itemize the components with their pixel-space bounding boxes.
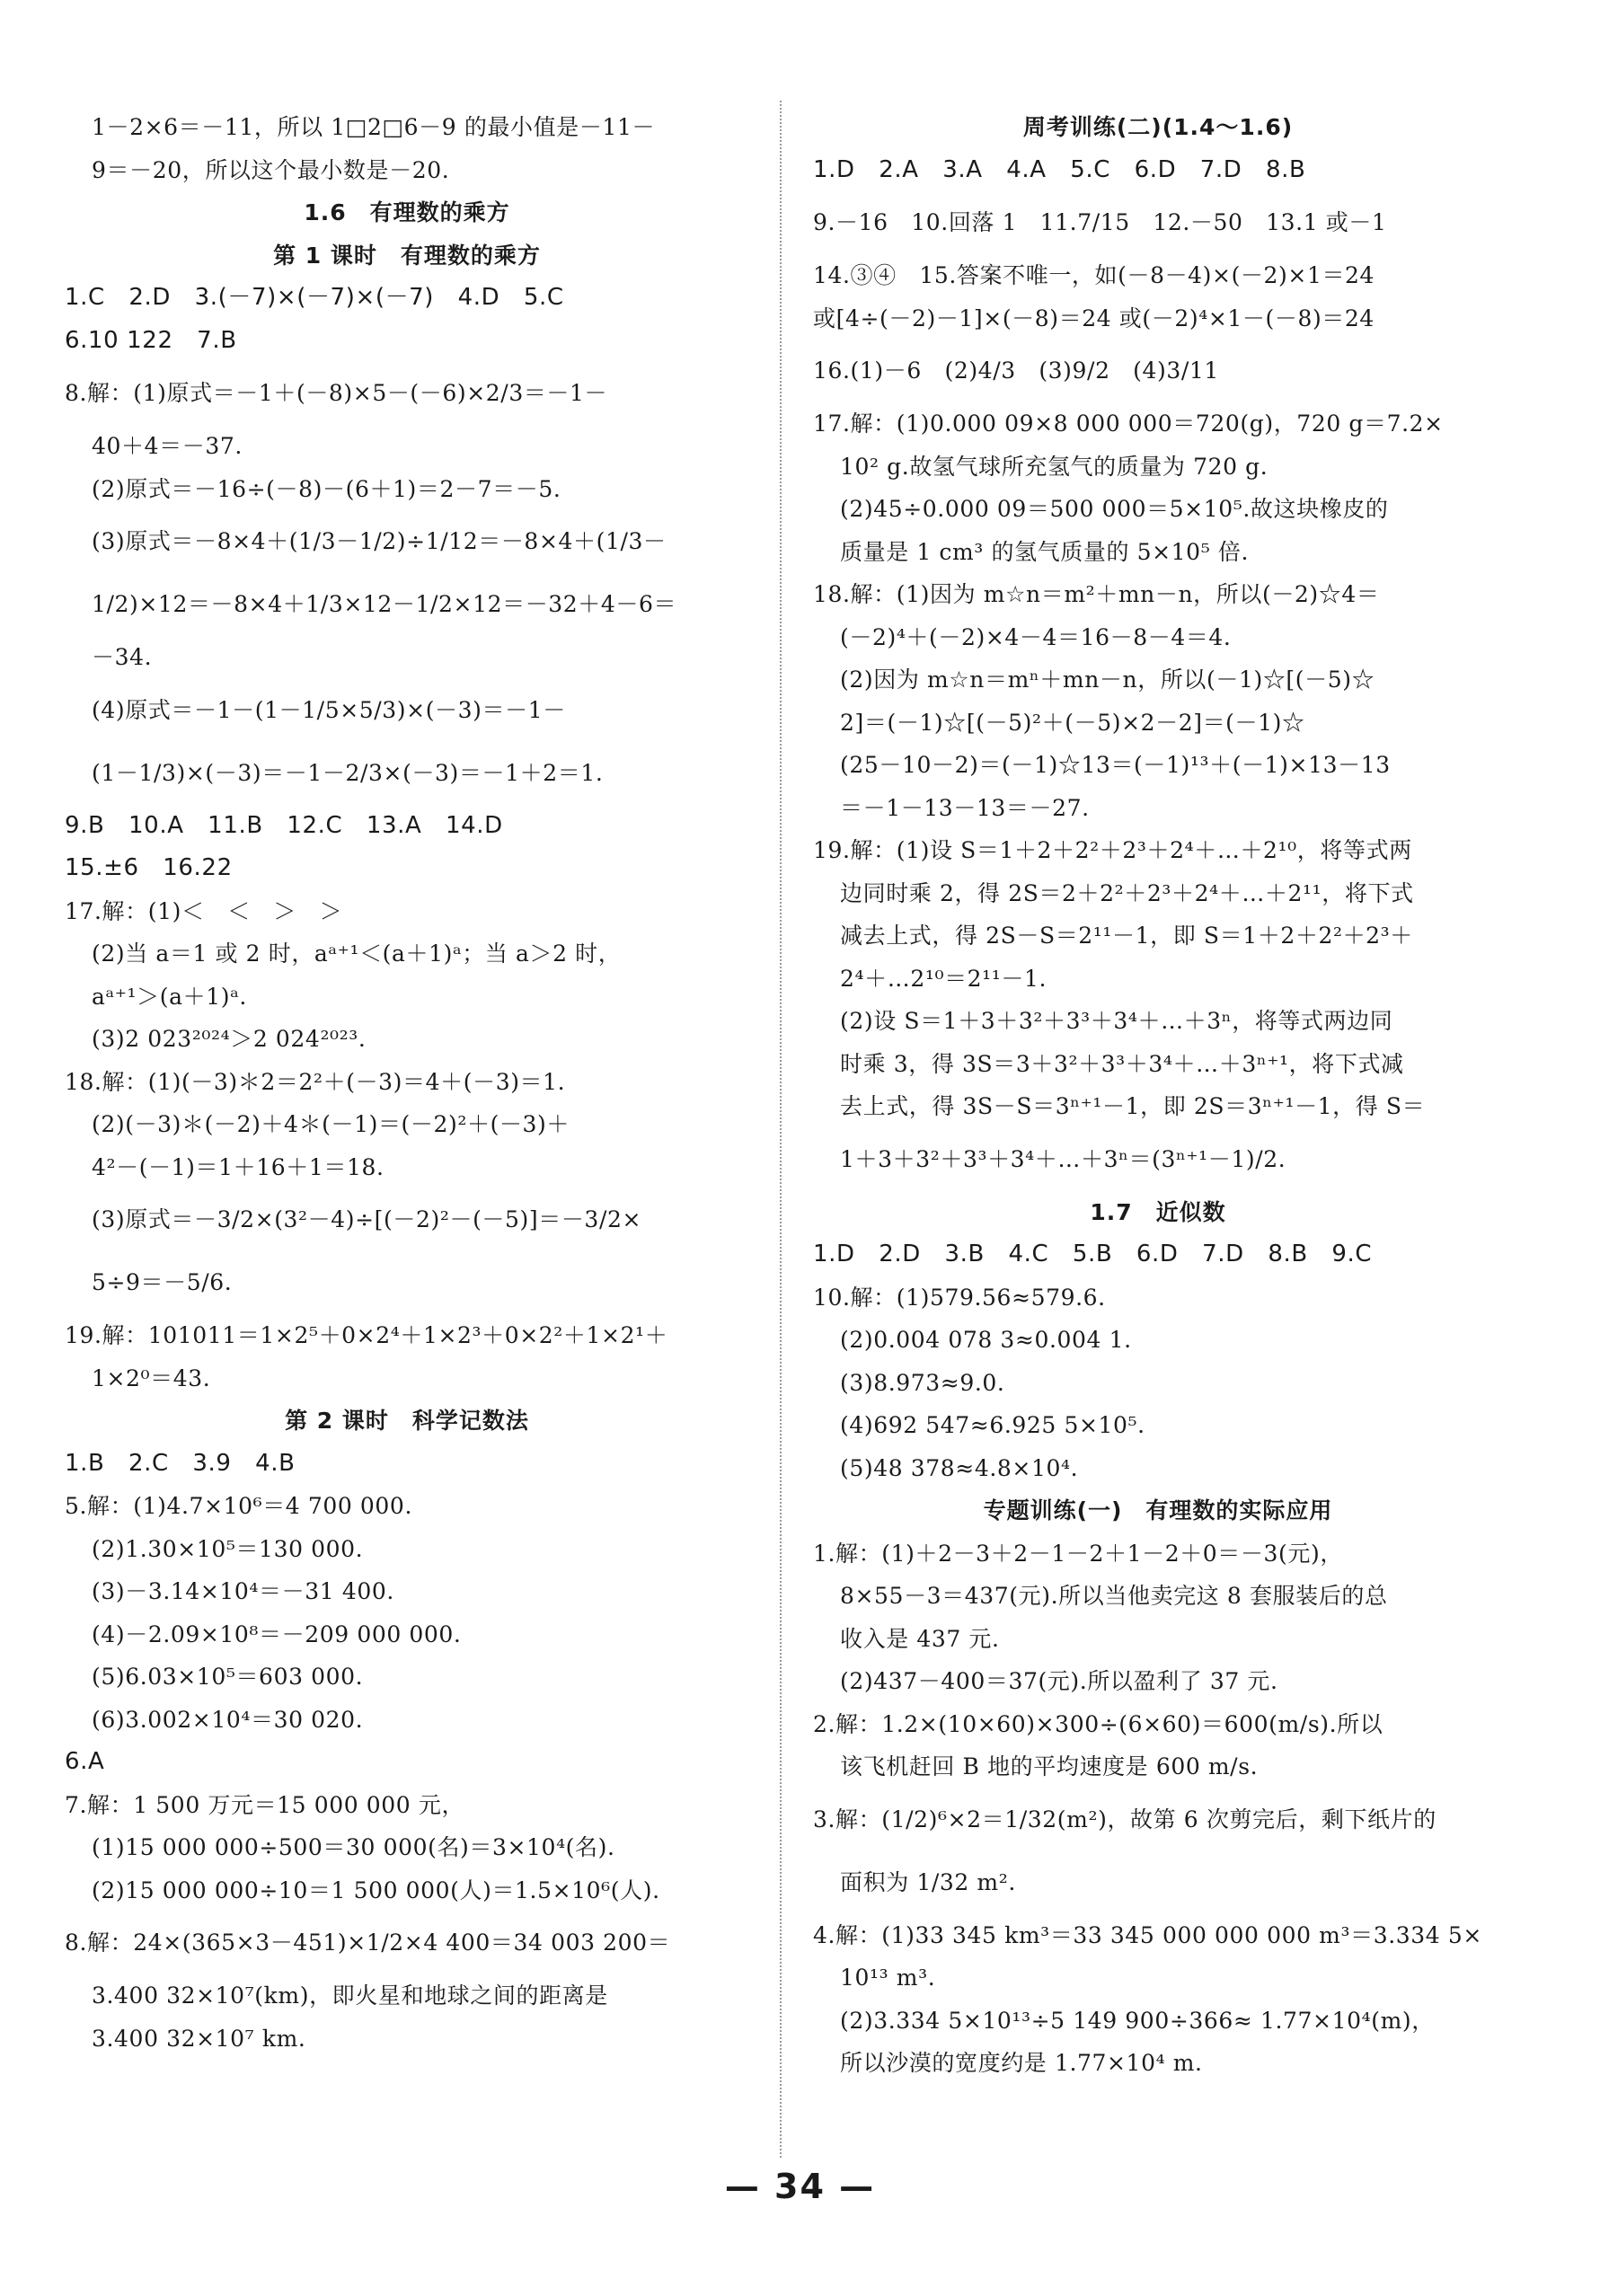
- answer-line: 6.A: [65, 1748, 105, 1775]
- answer-line: (6)3.002×10⁴＝30 020.: [92, 1706, 364, 1733]
- answer-line: 9.B 10.A 11.B 12.C 13.A 14.D: [65, 811, 503, 839]
- answer-line: (3)原式＝－3/2×(3²－4)÷[(－2)²－(－5)]＝－3/2×: [92, 1206, 642, 1232]
- answer-line: 去上式，得 3S－S＝3ⁿ⁺¹－1，即 2S＝3ⁿ⁺¹－1，得 S＝: [840, 1093, 1426, 1119]
- answer-line: (2)3.334 5×10¹³÷5 149 900÷366≈ 1.77×10⁴(m)，: [840, 2007, 1435, 2034]
- page-number: — 34 —: [724, 2167, 876, 2206]
- section-heading: 专题训练(一) 有理数的实际应用: [983, 1497, 1333, 1523]
- answer-line: 17.解：(1)0.000 09×8 000 000＝720(g)，720 g＝7.2×: [813, 411, 1444, 437]
- answer-line: 40＋4＝－37.: [92, 433, 243, 459]
- answer-line: 8×55－3＝437(元).所以当他卖完这 8 套服装后的总: [840, 1583, 1388, 1609]
- answer-line: 该飞机赶回 B 地的平均速度是 600 m/s.: [840, 1753, 1259, 1779]
- answer-line: 质量是 1 cm³ 的氢气质量的 5×10⁵ 倍.: [840, 538, 1250, 565]
- answer-line: 或[4÷(－2)－1]×(－8)＝24 或(－2)⁴×1－(－8)＝24: [813, 305, 1375, 331]
- answer-line: 4.解：(1)33 345 km³＝33 345 000 000 000 m³＝3.334 5×: [813, 1921, 1482, 1948]
- answer-line: 15.±6 16.22: [65, 854, 233, 881]
- answer-line: 8.解：(1)原式＝－1＋(－8)×5－(－6)×2/3＝－1－: [65, 380, 608, 406]
- answer-line: 2.解：1.2×(10×60)×300÷(6×60)＝600(m/s).所以: [813, 1710, 1383, 1737]
- answer-line: 10² g.故氢气球所充氢气的质量为 720 g.: [840, 453, 1269, 480]
- answer-line: (2)15 000 000÷10＝1 500 000(人)＝1.5×10⁶(人).: [92, 1877, 660, 1903]
- answer-line: aᵃ⁺¹＞(a＋1)ᵃ.: [92, 983, 247, 1010]
- answer-line: 2⁴＋…2¹⁰＝2¹¹－1.: [840, 965, 1048, 992]
- answer-line: 19.解：101011＝1×2⁵＋0×2⁴＋1×2³＋0×2²＋1×2¹＋: [65, 1322, 668, 1348]
- answer-line: (2)因为 m☆n＝mⁿ＋mn－n，所以(－1)☆[(－5)☆: [840, 667, 1375, 693]
- answer-line: 16.(1)－6 (2)4/3 (3)9/2 (4)3/11: [813, 358, 1219, 384]
- answer-line: 1.D 2.D 3.B 4.C 5.B 6.D 7.D 8.B 9.C: [813, 1241, 1373, 1267]
- answer-line: －34.: [92, 644, 153, 670]
- answer-line: 1＋3＋3²＋3³＋3⁴＋…＋3ⁿ＝(3ⁿ⁺¹－1)/2.: [840, 1145, 1286, 1172]
- answer-line: (2)437－400＝37(元).所以盈利了 37 元.: [840, 1668, 1278, 1694]
- answer-line: 面积为 1/32 m².: [840, 1868, 1016, 1895]
- text-line: 1－2×6＝－11，所以 1□2□6－9 的最小值是－11－: [92, 114, 656, 140]
- answer-line: 1.B 2.C 3.9 4.B: [65, 1449, 296, 1477]
- answer-line: 1/2)×12＝－8×4＋1/3×12－1/2×12＝－32＋4－6＝: [92, 591, 677, 617]
- answer-line: (5)48 378≈4.8×10⁴.: [840, 1454, 1079, 1481]
- answer-line: (2)当 a＝1 或 2 时，aᵃ⁺¹＜(a＋1)ᵃ；当 a＞2 时，: [92, 940, 622, 967]
- answer-line: 18.解：(1)因为 m☆n＝m²＋mn－n，所以(－2)☆4＝: [813, 581, 1380, 607]
- answer-line: 边同时乘 2，得 2S＝2＋2²＋2³＋2⁴＋…＋2¹¹，将下式: [840, 879, 1414, 906]
- right-column: [813, 106, 1503, 2085]
- lesson-heading: 第 1 课时 有理数的乘方: [273, 242, 541, 269]
- answer-line: (2)1.30×10⁵＝130 000.: [92, 1535, 364, 1562]
- section-heading: 1.7 近似数: [1090, 1198, 1226, 1225]
- answer-line: (1)15 000 000÷500＝30 000(名)＝3×10⁴(名).: [92, 1834, 615, 1860]
- answer-line: 10¹³ m³.: [840, 1965, 936, 1991]
- answer-line: (2)0.004 078 3≈0.004 1.: [840, 1327, 1132, 1353]
- answer-line: 3.解：(1/2)⁶×2＝1/32(m²)，故第 6 次剪完后，剩下纸片的: [813, 1806, 1436, 1832]
- answer-line: 收入是 437 元.: [840, 1625, 1000, 1652]
- answer-line: 时乘 3，得 3S＝3＋3²＋3³＋3⁴＋…＋3ⁿ⁺¹，将下式减: [840, 1050, 1404, 1077]
- answer-line: 3.400 32×10⁷(km)，即火星和地球之间的距离是: [92, 1983, 608, 2009]
- text-line: 9＝－20，所以这个最小数是－20.: [92, 156, 450, 183]
- answer-line: (1－1/3)×(－3)＝－1－2/3×(－3)＝－1＋2＝1.: [92, 759, 604, 786]
- answer-line: 7.解：1 500 万元＝15 000 000 元，: [65, 1791, 465, 1818]
- left-column: [65, 106, 749, 2060]
- answer-line: 所以沙漠的宽度约是 1.77×10⁴ m.: [840, 2050, 1203, 2076]
- answer-line: 14.③④ 15.答案不唯一，如(－8－4)×(－2)×1＝24: [813, 262, 1375, 288]
- answer-line: 1×2⁰＝43.: [92, 1364, 211, 1391]
- answer-line: 10.解：(1)579.56≈579.6.: [813, 1284, 1106, 1311]
- answer-line: (4)原式＝－1－(1－1/5×5/3)×(－3)＝－1－: [92, 696, 566, 723]
- column-divider: [780, 101, 782, 2158]
- answer-line: (3)－3.14×10⁴＝－31 400.: [92, 1578, 394, 1604]
- answer-line: 6.10 122 7.B: [65, 326, 237, 354]
- answer-line: (4)692 547≈6.925 5×10⁵.: [840, 1412, 1145, 1438]
- answer-line: (2)45÷0.000 09＝500 000＝5×10⁵.故这块橡皮的: [840, 496, 1389, 522]
- answer-line: 减去上式，得 2S－S＝2¹¹－1，即 S＝1＋2＋2²＋2³＋: [840, 923, 1413, 949]
- answer-line: 1.C 2.D 3.(－7)×(－7)×(－7) 4.D 5.C: [65, 284, 564, 311]
- answer-line: 17.解：(1)＜ ＜ ＞ ＞: [65, 897, 343, 924]
- answer-line: 8.解：24×(365×3－451)×1/2×4 400＝34 003 200＝: [65, 1930, 671, 1956]
- answer-line: (4)－2.09×10⁸＝－209 000 000.: [92, 1620, 462, 1647]
- answer-line: 9.－16 10.回落 1 11.7/15 12.－50 13.1 或－1: [813, 209, 1387, 235]
- answer-line: (－2)⁴＋(－2)×4－4＝16－8－4＝4.: [840, 623, 1232, 650]
- answer-line: 5÷9＝－5/6.: [92, 1269, 233, 1295]
- answer-line: 5.解：(1)4.7×10⁶＝4 700 000.: [65, 1493, 412, 1519]
- answer-line: (25－10－2)＝(－1)☆13＝(－1)¹³＋(－1)×13－13: [840, 752, 1391, 778]
- answer-line: 1.D 2.A 3.A 4.A 5.C 6.D 7.D 8.B: [813, 155, 1306, 183]
- answer-line: 18.解：(1)(－3)＊2＝2²＋(－3)＝4＋(－3)＝1.: [65, 1068, 566, 1095]
- answer-line: 2]＝(－1)☆[(－5)²＋(－5)×2－2]＝(－1)☆: [840, 709, 1305, 736]
- answer-line: ＝－1－13－13＝－27.: [840, 794, 1090, 821]
- answer-line: (2)原式＝－16÷(－8)－(6＋1)＝2－7＝－5.: [92, 475, 561, 502]
- answer-line: (3)8.973≈9.0.: [840, 1369, 1005, 1396]
- answer-line: 3.400 32×10⁷ km.: [92, 2025, 306, 2052]
- section-heading: 1.6 有理数的乘方: [304, 199, 510, 225]
- answer-line: 19.解：(1)设 S＝1＋2＋2²＋2³＋2⁴＋…＋2¹⁰，将等式两: [813, 837, 1412, 863]
- answer-line: (2)(－3)＊(－2)＋4＊(－1)＝(－2)²＋(－3)＋: [92, 1111, 570, 1137]
- answer-line: 1.解：(1)＋2－3＋2－1－2＋1－2＋0＝－3(元)，: [813, 1540, 1343, 1567]
- answer-line: (2)设 S＝1＋3＋3²＋3³＋3⁴＋…＋3ⁿ，将等式两边同: [840, 1008, 1393, 1034]
- lesson-heading: 第 2 课时 科学记数法: [285, 1408, 529, 1434]
- section-heading: 周考训练(二)(1.4～1.6): [1022, 114, 1294, 140]
- answer-line: (5)6.03×10⁵＝603 000.: [92, 1664, 364, 1690]
- answer-line: (3)2 023²⁰²⁴＞2 024²⁰²³.: [92, 1026, 367, 1052]
- answer-line: 4²－(－1)＝1＋16＋1＝18.: [92, 1153, 385, 1180]
- answer-line: (3)原式＝－8×4＋(1/3－1/2)÷1/12＝－8×4＋(1/3－: [92, 528, 667, 554]
